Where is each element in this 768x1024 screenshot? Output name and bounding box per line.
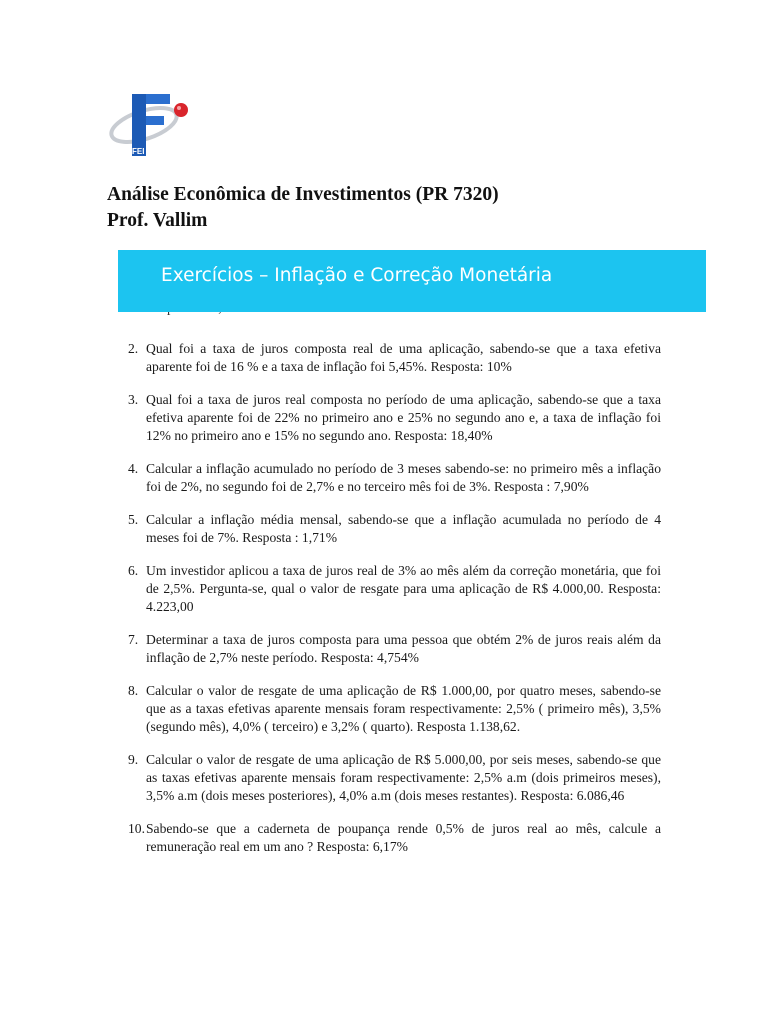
banner-title: Exercícios – Inflação e Correção Monetária	[161, 265, 553, 286]
exercise-text: Determinar a taxa de juros composta para uma pessoa que obtém 2% de juros reais além da inflação de 2,7% neste período. Resposta: 4,754%	[146, 632, 661, 665]
exercise-item	[128, 460, 661, 496]
professor-name: Prof. Vallim	[107, 210, 208, 231]
exercise-item	[128, 340, 661, 376]
exercise-number: 10.	[128, 821, 145, 836]
exercise-text: Calcular o valor de resgate de uma aplicação de R$ 5.000,00, por seis meses, sabendo-se que as taxas efetivas aparente mensais foram respectivamente: 2,5% a.m (dois primeiros meses), 3,5% a.m (dois meses posteriores), 4,0% a.m (dois meses restantes). Resposta: 6.086,46	[146, 752, 661, 803]
exercise-number: 4.	[128, 461, 139, 476]
exercise-number: 9.	[128, 752, 139, 767]
logo-text: FEI	[132, 147, 145, 156]
course-title: Análise Econômica de Investimentos (PR 7320)	[107, 184, 499, 205]
fei-logo	[106, 90, 192, 160]
exercise-item	[128, 562, 661, 616]
exercise-item	[128, 511, 661, 547]
exercise-text: Sabendo-se que a caderneta de poupança rende 0,5% de juros real ao mês, calcule a remuneração real em um ano ? Resposta: 6,17%	[146, 821, 661, 854]
document-header	[107, 182, 499, 234]
exercise-number: 8.	[128, 683, 139, 698]
exercise-list	[128, 340, 661, 871]
exercise-number: 6.	[128, 563, 139, 578]
exercise-item	[128, 391, 661, 445]
exercise-text: Calcular o valor de resgate de uma aplicação de R$ 1.000,00, por quatro meses, sabendo-se que as a taxas efetivas aparente mensais foram respectivamente: 2,5% ( primeiro mês), 3,5% (segundo mês), 4,0% ( terceiro) e 3,2% ( quarto). Resposta 1.138,62.	[146, 683, 661, 734]
exercise-text: Qual foi a taxa de juros composta real de uma aplicação, sabendo-se que a taxa efetiva aparente foi de 16 % e a taxa de inflação foi 5,45%. Resposta: 10%	[146, 341, 661, 374]
exercise-item	[128, 631, 661, 667]
exercise-number: 2.	[128, 341, 139, 356]
exercise-text: Um investidor aplicou a taxa de juros real de 3% ao mês além da correção monetária, que foi de 2,5%. Pergunta-se, qual o valor de resgate para uma aplicação de R$ 4.000,00. Resposta: 4.223,00	[146, 563, 661, 614]
exercise-number: 5.	[128, 512, 139, 527]
exercise-text: Qual foi a taxa de juros real composta no período de uma aplicação, sabendo-se que a taxa efetiva aparente foi de 22% no primeiro ano e 25% no segundo ano e, a taxa de inflação foi 12% no primeiro ano e 15% no segundo ano. Resposta: 18,40%	[146, 392, 661, 443]
exercise-item	[128, 751, 661, 805]
exercise-text: Calcular a inflação acumulado no período de 3 meses sabendo-se: no primeiro mês a inflação foi de 2%, no segundo foi de 2,7% e no terceiro mês foi de 3%. Resposta : 7,90%	[146, 461, 661, 494]
exercise-item	[128, 682, 661, 736]
exercise-number: 3.	[128, 392, 139, 407]
section-banner	[118, 250, 706, 312]
exercise-text: Calcular a inflação média mensal, sabendo-se que a inflação acumulada no período de 4 meses foi de 7%. Resposta : 1,71%	[146, 512, 661, 545]
exercise-number: 7.	[128, 632, 139, 647]
exercise-item	[128, 820, 661, 856]
